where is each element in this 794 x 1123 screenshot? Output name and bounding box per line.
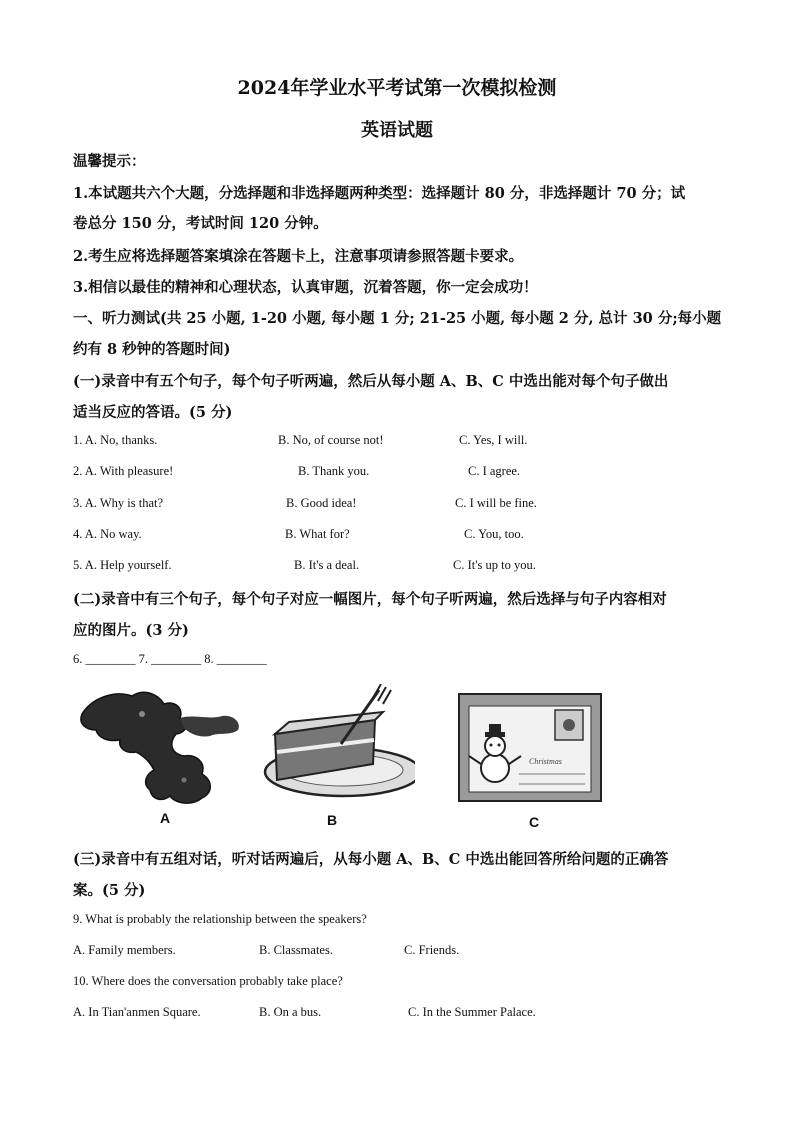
q10-option-b: B. On a bus. <box>259 1005 322 1019</box>
figure-a <box>72 684 262 826</box>
figure-c-label: C <box>529 814 540 830</box>
q3-option-a: 3. A. Why is that? <box>73 496 164 510</box>
q10-stem: 10. Where does the conversation probably take place? <box>73 974 343 988</box>
part3-instruction-a: (三)录音中有五组对话，听对话两遍后，从每小题 A、B、C 中选出能回答所给问题的正确答 <box>73 851 669 868</box>
map-region-icon <box>72 684 262 819</box>
q5-option-c: C. It's up to you. <box>453 558 536 572</box>
notice-line2: 2.考生应将选择题答案填涂在答题卡上，注意事项请参照答题卡要求。 <box>73 248 524 265</box>
q4-option-c: C. You, too. <box>464 527 524 541</box>
part2-instruction-a: (二)录音中有三个句子，每个句子对应一幅图片，每个句子听两遍，然后选择与句子内容相对 <box>73 591 667 608</box>
notice-heading: 温馨提示： <box>73 153 146 170</box>
section1-title-a: 一、听力测试(共 25 小题, 1-20 小题, 每小题 1 分; 21-25 小题, 每小题 2 分, 总计 30 分;每小题 <box>73 310 722 327</box>
figure-a-label: A <box>160 810 171 826</box>
q2-option-b: B. Thank you. <box>298 464 370 478</box>
cake-slice-icon <box>255 684 415 809</box>
q3-option-c: C. I will be fine. <box>455 496 537 510</box>
q4-option-b: B. What for? <box>285 527 350 541</box>
section1-title-b: 约有 8 秒钟的答题时间) <box>73 341 231 358</box>
q10-option-a: A. In Tian'anmen Square. <box>73 1005 201 1019</box>
page-title: 2024年学业水平考试第一次模拟检测 <box>237 77 557 99</box>
q2-option-c: C. I agree. <box>468 464 521 478</box>
part1-instruction-b: 适当反应的答语。(5 分) <box>73 404 233 421</box>
christmas-postcard-icon <box>455 690 605 805</box>
q1-option-c: C. Yes, I will. <box>459 433 528 447</box>
part2-answer-blanks: 6. ________ 7. ________ 8. ________ <box>73 652 267 666</box>
figure-c <box>455 690 615 830</box>
figure-b <box>255 684 415 829</box>
part1-instruction-a: (一)录音中有五个句子，每个句子听两遍，然后从每小题 A、B、C 中选出能对每个句子做出 <box>73 373 669 390</box>
q2-option-a: 2. A. With pleasure! <box>73 464 174 478</box>
q10-option-c: C. In the Summer Palace. <box>408 1005 536 1019</box>
notice-line1a: 1.本试题共六个大题，分选择题和非选择题两种类型：选择题计 80 分，非选择题计 70 分；试 <box>73 185 686 202</box>
q9-option-a: A. Family members. <box>73 943 176 957</box>
part3-instruction-b: 案。(5 分) <box>73 882 146 899</box>
notice-line3: 3.相信以最佳的精神和心理状态，认真审题，沉着答题，你一定会成功！ <box>73 279 538 296</box>
q3-option-b: B. Good idea! <box>286 496 357 510</box>
part2-instruction-b: 应的图片。(3 分) <box>73 622 189 639</box>
q9-stem: 9. What is probably the relationship between the speakers? <box>73 912 367 926</box>
page-subtitle: 英语试题 <box>361 120 433 141</box>
q5-option-b: B. It's a deal. <box>294 558 360 572</box>
q9-option-b: B. Classmates. <box>259 943 333 957</box>
q9-option-c: C. Friends. <box>404 943 460 957</box>
postcard-text: Christmas <box>529 757 562 766</box>
q5-option-a: 5. A. Help yourself. <box>73 558 172 572</box>
figure-b-label: B <box>327 812 338 828</box>
q1-option-b: B. No, of course not! <box>278 433 384 447</box>
q1-option-a: 1. A. No, thanks. <box>73 433 158 447</box>
notice-line1b: 卷总分 150 分，考试时间 120 分钟。 <box>73 215 328 232</box>
q4-option-a: 4. A. No way. <box>73 527 142 541</box>
